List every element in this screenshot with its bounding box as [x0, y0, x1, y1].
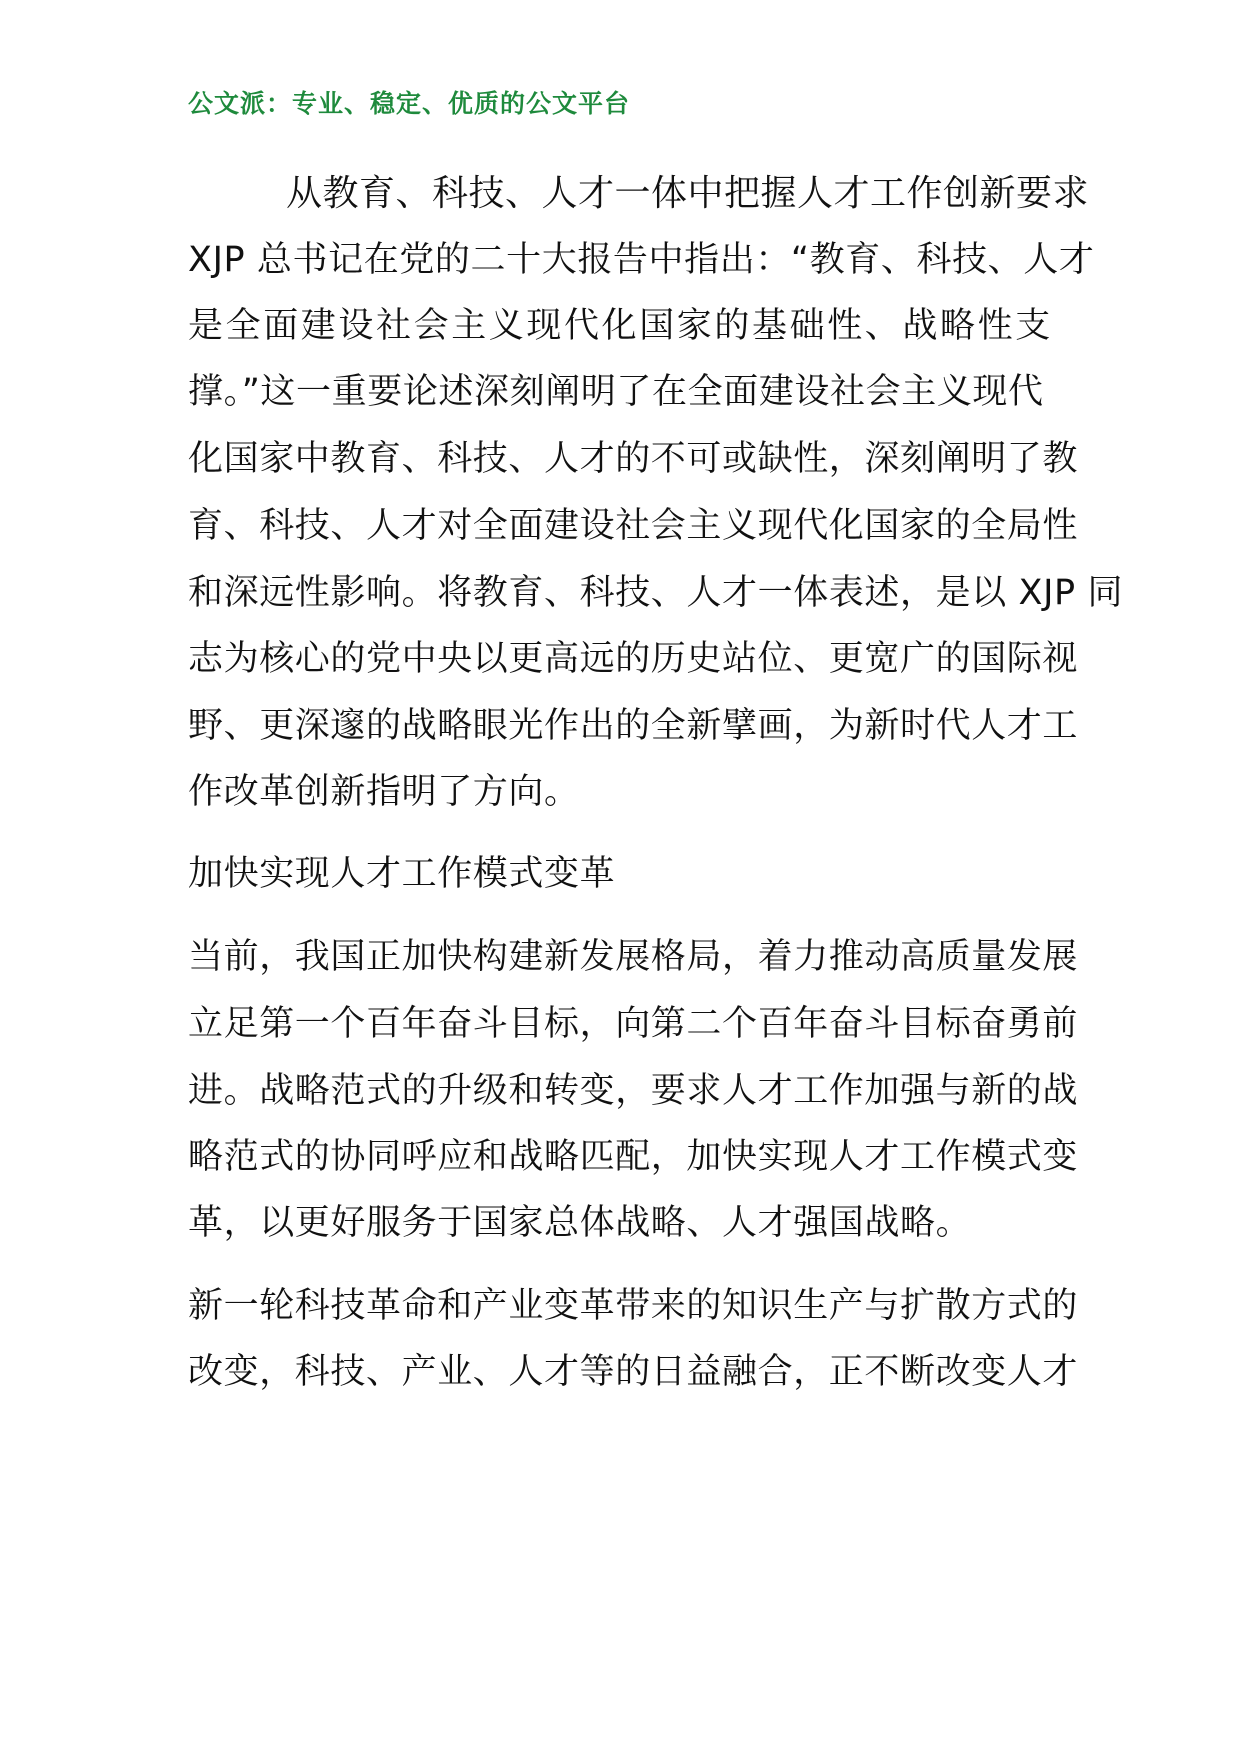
paragraph-1-line-3: 撑。”这一重要论述深刻阐明了在全面建设社会主义现代	[188, 372, 1044, 412]
paragraph-1-line-6: 和深远性影响。将教育、科技、人才一体表述，是以 XJP 同	[188, 573, 1124, 613]
paragraph-2-line-1: 当前，我国正加快构建新发展格局，着力推动高质量发展	[188, 937, 1079, 977]
paragraph-1-line-8: 野、更深邃的战略眼光作出的全新擘画，为新时代人才工	[188, 706, 1079, 746]
paragraph-2-line-4: 略范式的协同呼应和战略匹配，加快实现人才工作模式变	[188, 1137, 1079, 1177]
paragraph-3-line-1: 新一轮科技革命和产业变革带来的知识生产与扩散方式的	[188, 1286, 1079, 1326]
section-heading: 加快实现人才工作模式变革	[188, 854, 616, 894]
paragraph-1-line-5: 育、科技、人才对全面建设社会主义现代化国家的全局性	[188, 506, 1079, 546]
header-brand: 公文派：专业、稳定、优质的公文平台	[188, 89, 631, 118]
paragraph-1-line-7: 志为核心的党中央以更高远的历史站位、更宽广的国际视	[188, 639, 1079, 679]
paragraph-3-line-2: 改变，科技、产业、人才等的日益融合，正不断改变人才	[188, 1352, 1079, 1392]
paragraph-2-line-2: 立足第一个百年奋斗目标，向第二个百年奋斗目标奋勇前	[188, 1004, 1079, 1044]
paragraph-1-line-4: 化国家中教育、科技、人才的不可或缺性，深刻阐明了教	[188, 439, 1079, 479]
paragraph-2-line-3: 进。战略范式的升级和转变，要求人才工作加强与新的战	[188, 1071, 1079, 1111]
paragraph-1-line-1: XJP 总书记在党的二十大报告中指出：“教育、科技、人才	[188, 240, 1095, 280]
document-title: 从教育、科技、人才一体中把握人才工作创新要求	[286, 173, 1090, 214]
paragraph-1-line-2: 是全面建设社会主义现代化国家的基础性、战略性支	[188, 306, 1053, 346]
paragraph-2-line-5: 革，以更好服务于国家总体战略、人才强国战略。	[188, 1203, 972, 1243]
paragraph-1-line-9: 作改革创新指明了方向。	[188, 772, 580, 812]
